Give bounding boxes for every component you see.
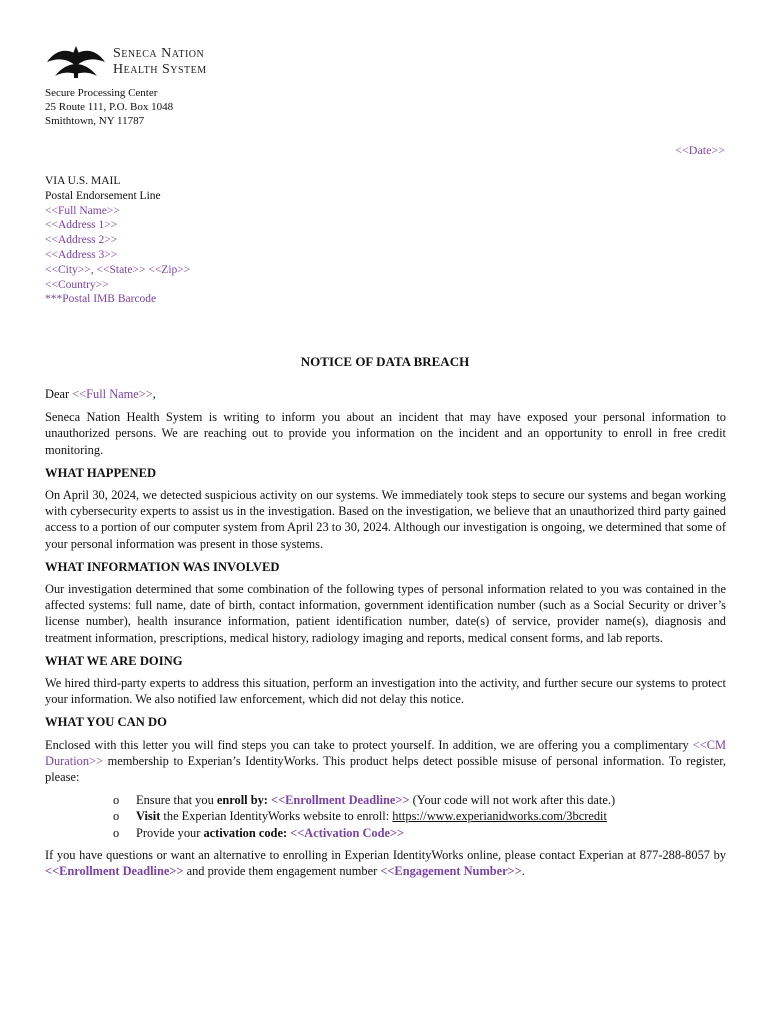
return-address-line: 25 Route 111, P.O. Box 1048 <box>45 101 174 113</box>
notice-title: NOTICE OF DATA BREACH <box>300 354 470 369</box>
return-address-line: Secure Processing Center <box>45 87 158 99</box>
zip: <<Zip>> <box>148 263 191 276</box>
section-heading: WHAT WE ARE DOING <box>45 653 183 668</box>
list-item <box>113 825 726 841</box>
bullet-marker: o <box>113 793 120 808</box>
step-bold: enroll by: <box>216 793 272 808</box>
experian-link[interactable]: https://www.experianidworks.com/3bcredit <box>392 809 607 824</box>
state: <<State>> <box>96 263 146 276</box>
logo-line-1: Seneca Nation <box>113 46 205 61</box>
step-text: Ensure that you <box>136 793 217 808</box>
closing-text-b: and provide them engagement number <box>183 864 381 879</box>
what-happened-text: On April 30, 2024, we detected suspicious activity on our systems. We immediately took steps to secure our systems and began working with cybersecurity experts to assist us in the investigation. Based on the investigation, we believe that an unauthorized third party gained access to a portion of our computer system from April 23 to 30, 2024. Although our investigation is ongoing, we determined that some of your personal information was present in those systems. <box>45 488 726 551</box>
salutation-comma: , <box>152 387 156 401</box>
seneca-leaf-logo-icon <box>45 44 107 80</box>
letter-body <box>45 386 726 886</box>
address-line-2: <<Address 2>> <box>45 234 118 247</box>
what-you-can-do-text <box>45 737 726 786</box>
postal-barcode: ***Postal IMB Barcode <box>45 293 157 306</box>
enrollment-deadline-placeholder: <<Enrollment Deadline>> <box>45 864 184 879</box>
bullet-marker: o <box>113 825 120 840</box>
section-heading: WHAT YOU CAN DO <box>45 715 167 730</box>
can-do-text-a: Enclosed with this letter you will find steps you can take to protect yourself. In addition, we are offering you a complimentary <box>45 737 693 752</box>
bullet-marker: o <box>113 809 120 824</box>
salutation <box>45 386 726 402</box>
information-involved-text: Our investigation determined that some combination of the following types of personal information related to you was contained in the affected systems: full name, date of birth, contact information, government identification number (such as a Social Security or driver’s license number), health insurance information, patient identification number, date(s) of service, provider name(s), diagnosis and treatment information, prescriptions, medical history, radiology imaging and reports, medical consent forms, and lab reports. <box>45 582 726 645</box>
logo-wordmark <box>113 46 207 78</box>
section-heading: WHAT INFORMATION WAS INVOLVED <box>45 559 280 574</box>
return-address-line: Smithtown, NY 11787 <box>45 115 145 127</box>
salutation-name: <<Full Name>> <box>72 387 153 401</box>
step-text: Provide your <box>136 825 204 840</box>
closing-period: . <box>521 864 525 879</box>
step-text: (Your code will not work after this date.) <box>409 793 616 808</box>
closing-paragraph <box>45 847 726 879</box>
closing-text-a: If you have questions or want an alternative to enrolling in Experian IdentityWorks online, please contact Experian at 877-288-8057 by <box>45 847 726 862</box>
mailing-address <box>45 174 190 307</box>
country: <<Country>> <box>45 278 109 291</box>
list-item <box>113 808 726 824</box>
city: <<City>> <box>45 263 91 276</box>
seneca-logo <box>45 44 207 80</box>
return-address <box>45 86 173 128</box>
list-item <box>113 792 726 808</box>
step-bold: Visit <box>136 809 161 824</box>
salutation-dear: Dear <box>45 387 73 401</box>
mail-via: VIA U.S. MAIL <box>45 175 121 187</box>
cm-duration-placeholder: <<CM Duration>> <box>45 737 726 768</box>
section-heading: WHAT HAPPENED <box>45 465 157 480</box>
address-line-3: <<Address 3>> <box>45 248 118 261</box>
logo-line-2: Health System <box>113 62 207 77</box>
enrollment-deadline-placeholder: <<Enrollment Deadline>> <box>271 793 410 808</box>
can-do-text-b: membership to Experian’s IdentityWorks. This product helps detect possible misuse of personal information. To register, please: <box>45 753 726 785</box>
address-line-1: <<Address 1>> <box>45 219 118 232</box>
enrollment-steps <box>45 792 726 841</box>
city-separator: , <box>90 263 97 276</box>
date-placeholder: <<Date>> <box>675 143 725 157</box>
postal-endorsement: Postal Endorsement Line <box>45 189 161 202</box>
recipient-name: <<Full Name>> <box>45 204 120 217</box>
what-we-are-doing-text: We hired third-party experts to address this situation, perform an investigation into the activity, and further secure our systems to protect your information. We also notified law enforcement, which did not delay this notice. <box>45 676 726 707</box>
activation-code-placeholder: <<Activation Code>> <box>290 825 405 840</box>
intro-paragraph: Seneca Nation Health System is writing to inform you about an incident that may have exposed your personal information to unauthorized persons. We are reaching out to provide you information on the incident and an opportunity to enroll in free credit monitoring. <box>45 410 726 457</box>
step-text: the Experian IdentityWorks website to enroll: <box>160 809 393 824</box>
engagement-number-placeholder: <<Engagement Number>> <box>380 864 522 879</box>
city-state-zip <box>45 263 190 278</box>
step-bold: activation code: <box>203 825 291 840</box>
